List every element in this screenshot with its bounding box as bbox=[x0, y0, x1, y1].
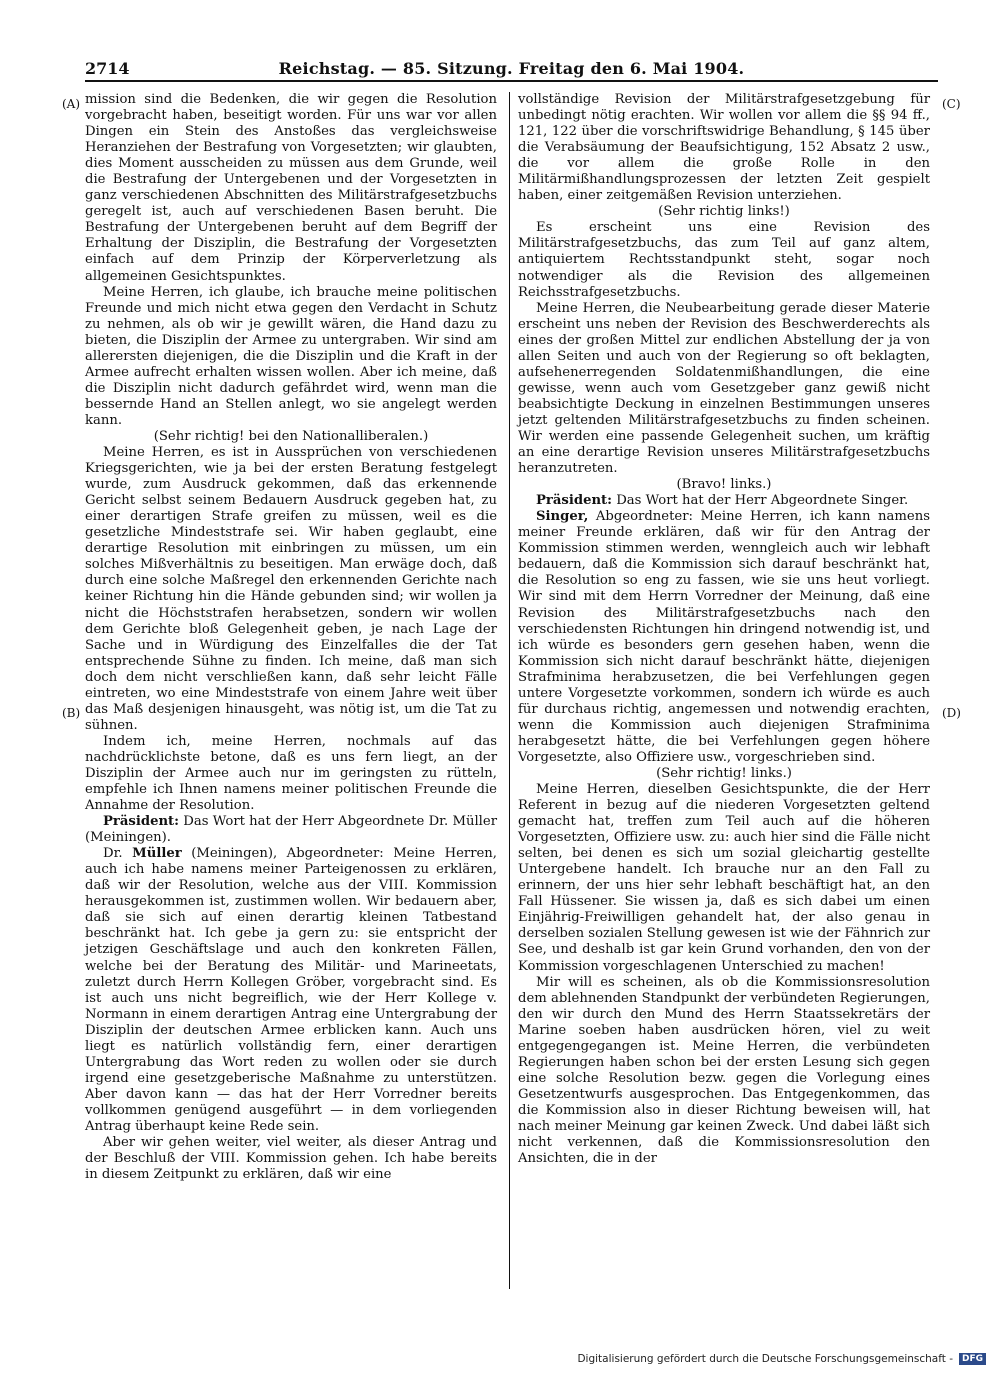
speech-text: Das Wort hat der Herr Abgeordnete Singer. bbox=[612, 493, 909, 509]
speaker-name: Präsident: bbox=[536, 493, 613, 509]
speaker-paragraph bbox=[518, 493, 930, 509]
paragraph: Meine Herren, ich glaube, ich brauche meine politischen Freunde und mich nicht etwa gegen den Verdacht in Schutz zu nehmen, als ob wir je gewillt wären, die Hand dazu zu bieten, die Disziplin der Armee zu untergraben. Wir sind am allerersten diejenigen, die die Disziplin und die Kraft in der Armee aufrecht erhalten wissen wollen. Aber ich meine, daß die Disziplin nicht dadurch gefährdet wird, wenn man die bessernde Hand an Stellen anlegt, wo sie angelegt werden kann. bbox=[85, 284, 497, 428]
paragraph: Meine Herren, es ist in Aussprüchen von verschiedenen Kriegsgerichten, wie ja bei der ersten Beratung festgelegt wurde, zum Ausdruck gekommen, daß das erkennende Gericht selbst seinem Bedauern Ausdruck gegeben hat, zu einer derartigen Strafe greifen zu müssen, weil es die gesetzliche Mindeststrafe sei. Wir haben geglaubt, eine derartige Resolution mit einbringen zu müssen, um ein solches Mißverhältnis zu beseitigen. Man erwäge doch, daß durch eine solche Maßregel den erkennenden Gerichte nach keiner Richtung hin die Hände gebunden sind; wir wollen ja nicht die Höchststrafen herabsetzen, sondern wir wollen dem Gerichte bloß Gelegenheit geben, je nach Lage der Sache und in Würdigung des Einzelfalles die der Tat entsprechende Sühne zu finden. Ich meine, daß man sich doch dem nicht verschließen kann, daß sehr leicht Fälle eintreten, wo eine Mindeststrafe von einem Jahre weit über das Maß desjenigen hinausgeht, was nötig ist, um die Tat zu sühnen. bbox=[85, 445, 497, 733]
dfg-logo: DFG bbox=[959, 1353, 986, 1365]
paragraph: Es erscheint uns eine Revision des Militärstrafgesetzbuchs, das zum Teil auf ganz altem, antiquiertem Rechtsstandpunkt steht, sogar noch notwendiger als die Revision des allgemeinen Reichsstrafgesetzbuchs. bbox=[518, 220, 930, 300]
speaker-title: Dr. bbox=[103, 846, 133, 862]
running-title: Reichstag. — 85. Sitzung. Freitag den 6. Mai 1904. bbox=[278, 59, 745, 78]
margin-mark-a: (A) bbox=[62, 97, 81, 111]
header-rule bbox=[85, 80, 938, 82]
paragraph: Mir will es scheinen, als ob die Kommissionsresolution dem ablehnenden Standpunkt der verbündeten Regierungen, den wir durch den Mund des Herrn Staatssekretärs der Marine soeben haben ausdrücken hören, viel zu weit entgegengegangen ist. Meine Herren, die verbündeten Regierungen haben schon bei der ersten Lesung sich gegen eine solche Resolution bezw. gegen die Vorlegung eines Gesetzentwurfs ausgesprochen. Das Entgegenkommen, das die Kommission also in dieser Richtung beweisen will, hat nach meiner Meinung gar keinen Zweck. Und dabei läßt sich nicht verkennen, daß die Kommissionsresolution den Ansichten, die in der bbox=[518, 974, 930, 1167]
margin-mark-c: (C) bbox=[942, 97, 961, 111]
paragraph: Indem ich, meine Herren, nochmals auf das nachdrücklichste betone, daß es uns fern liegt, an der Disziplin der Armee auch nur im geringsten zu rütteln, empfehle ich Ihnen namens meiner politischen Freunde die Annahme der Resolution. bbox=[85, 733, 497, 814]
margin-mark-b: (B) bbox=[62, 706, 81, 720]
speaker-paragraph bbox=[85, 814, 497, 846]
speaker-name: Müller bbox=[132, 846, 182, 862]
paragraph: Meine Herren, dieselben Gesichtspunkte, die der Herr Referent in bezug auf die niederen Vorgesetzten geltend gemacht hat, treffen zum Teil auch auf die höheren Vorgesetzten, Offiziere usw. zu: auch hier sind die Fälle nicht selten, bei denen es sich um sozial gleichartig gestellte Untergebene handelt. Ich brauche nur an den Fall zu erinnern, der uns hier sehr lebhaft beschäftigt hat, an den Fall Hüssener. Sie wissen ja, daß es sich dabei um einen Einjährig-Freiwilligen gehandelt hat, der also genau in derselben sozialen Stellung gewesen ist wie der Fähnrich zur See, und deshalb ist gar kein Grund vorhanden, den von der Kommission vorgeschlagenen Unterschied zu machen! bbox=[518, 782, 930, 974]
paragraph: Aber wir gehen weiter, viel weiter, als dieser Antrag und der Beschluß der VIII. Kommission gehen. Ich habe bereits in diesem Zeitpunkt zu erklären, daß wir eine bbox=[85, 1135, 497, 1183]
speech-text: Abgeordneter: Meine Herren, ich kann namens meiner Freunde erklären, daß wir für den Antrag der Kommission stimmen werden, wenngleich auch wir lebhaft bedauern, daß die Kommission sich darauf beschränkt hat, die Resolution so eng zu fassen, wie sie uns heut vorliegt. Wir sind mit dem Herrn Vorredner der Meinung, daß eine Revision des Militärstrafgesetzbuchs nach den verschiedensten Richtungen hin dringend notwendig ist, und ich würde es besonders gern gesehen haben, wenn die Kommission sich nicht darauf beschränkt hätte, diejenigen Strafminima herabzusetzen, die bei Verfehlungen gegen untere Vorgesetzte vorkommen, sondern ich würde es auch für durchaus richtig, angemessen und notwendig erachten, wenn die Kommission auch diejenigen Strafminima herabgesetzt hätte, die bei Verfehlungen gegen höhere Vorgesetzte, also Offiziere usw., vorgeschrieben sind. bbox=[518, 509, 930, 765]
footer bbox=[577, 1353, 986, 1365]
paragraph: Meine Herren, die Neubearbeitung gerade dieser Materie erscheint uns neben der Revision des Beschwerderechts als eines der großen Mittel zur endlichen Abstellung der ja von allen Seiten und auch von der Regierung so oft beklagten, aufsehenerregenden Soldatenmißhandlungen, die eine gewisse, wenn auch vom Gesetzgeber ganz gewiß nicht beabsichtigte Deckung in einzelnen Bestimmungen unseres jetzt geltenden Militärstrafgesetzbuchs zu finden scheinen. Wir werden eine passende Gelegenheit suchen, um kräftig an eine derartige Revision unseres Militärstrafgesetzbuchs heranzutreten. bbox=[518, 300, 930, 477]
speaker-name: Singer, bbox=[536, 509, 589, 525]
paragraph: mission sind die Bedenken, die wir gegen die Resolution vorgebracht haben, beseitigt worden. Für uns war vor allen Dingen ein Stein des Anstoßes das vergleichsweise Heranziehen der Bestrafung von Vorgesetzten; wir glaubten, dies Moment ausscheiden zu müssen aus dem Grunde, weil die Bestrafung der Untergebenen und der Vorgesetzten in ganz verschiedenen Abschnitten des Militärstrafgesetzbuchs geregelt ist, auch auf verschiedenen Basen beruht. Die Bestrafung der Untergebenen beruht auf dem Begriff der Erhaltung der Disziplin, die Bestrafung der Vorgesetzten einfach auf dem Prinzip der Körperverletzung als allgemeinen Gesichtspunktes. bbox=[85, 92, 497, 284]
speaker-paragraph bbox=[518, 509, 930, 766]
page-number: 2714 bbox=[85, 59, 130, 78]
speech-text: (Meiningen), Abgeordneter: Meine Herren, auch ich habe namens meiner Parteigenossen zu erklären, daß wir der Resolution, welche aus der VIII. Kommission herausgekommen ist, zustimmen wollen. Wir bedauern aber, daß sie sich auf einen derartig kleinen Tatbestand beschränkt hat. Ich gebe ja gern zu: sie entspricht der jetzigen Geschäftslage und auch den konkreten Fällen, welche bei der Beratung des Militär- und Marineetats, zuletzt durch Herrn Kollegen Gröber, vorgebracht sind. Es ist auch uns nicht begreiflich, wie der Herr Kollege v. Normann in einem derartigen Antrag eine Untergrabung der Disziplin der deutschen Armee erblicken kann. Auch uns liegt es natürlich vollständig fern, einer derartigen Untergrabung das Wort reden zu wollen oder sie durch irgend eine gesetzgeberische Maßnahme zu unterstützen. Aber davon kann — das hat der Herr Vorredner bereits vollkommen genügend ausgeführt — in dem vorliegenden Antrag überhaupt keine Rede sein. bbox=[85, 846, 497, 1134]
speaker-paragraph bbox=[85, 846, 497, 1135]
speaker-name: Präsident: bbox=[103, 814, 180, 830]
paragraph: vollständige Revision der Militärstrafgesetzgebung für unbedingt nötig erachten. Wir wollen vor allem die §§ 94 ff., 121, 122 über die vorschriftswidrige Behandlung, § 145 über die Verabsäumung der Beaufsichtigung, 152 Absatz 2 usw., die vor allem die große Rolle in den Militärmißhandlungsprozessen der letzten Zeit gespielt haben, einer zeitgemäßen Revision unterziehen. bbox=[518, 92, 930, 204]
page-header bbox=[85, 52, 938, 78]
margin-mark-d: (D) bbox=[942, 706, 961, 720]
interjection: (Bravo! links.) bbox=[676, 477, 772, 493]
interjection: (Sehr richtig links!) bbox=[658, 204, 790, 220]
left-column bbox=[85, 92, 497, 1183]
speech-text: Das Wort hat der Herr Abgeordnete Dr. Müller (Meiningen). bbox=[85, 814, 497, 846]
right-column bbox=[518, 92, 930, 1167]
interjection: (Sehr richtig! links.) bbox=[656, 765, 792, 781]
column-divider bbox=[509, 92, 510, 1289]
interjection: (Sehr richtig! bei den Nationalliberalen.) bbox=[153, 428, 429, 444]
footer-credit: Digitalisierung gefördert durch die Deutsche Forschungsgemeinschaft - bbox=[577, 1353, 953, 1365]
